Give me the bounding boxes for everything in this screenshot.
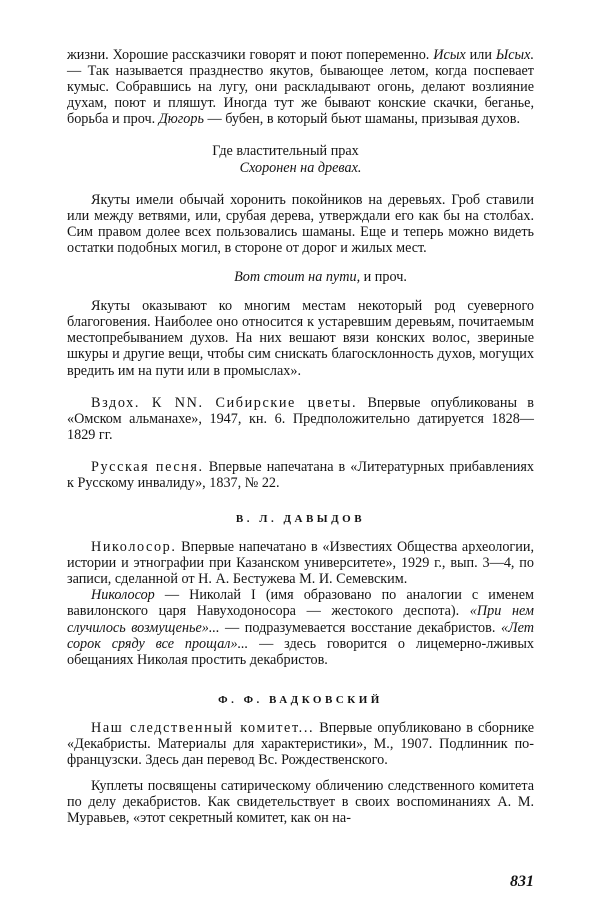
text: жизни. Хорошие рассказчики говорят и поют попеременно. — [67, 47, 434, 63]
term-ysyh: Ысых. — [495, 47, 534, 63]
author-heading: В. Л. ДАВЫДОВ — [235, 513, 366, 526]
note-text: Впервые напечатана в «Литературных прибавлениях к Русскому инвалиду», 1837, № 22. — [67, 458, 535, 491]
text: — бубен, в который бьют шаманы, призывая духов. — [203, 111, 520, 128]
paragraph-kuplety: Куплеты посвящены сатирическому обличению следственного комитета по делу декабристов. Как свидетельствует в своих воспоминаниях А. М. Муравьев, «этот секретный комитет, как он на- — [67, 778, 534, 827]
term-isyh: Исых — [433, 47, 466, 63]
note-title: Николосор. — [91, 539, 177, 556]
text: — здесь говорится о лицемерно-лживых обещаниях Николая простить декабристов. — [67, 635, 535, 668]
paragraph-reverence: Якуты оказывают ко многим местам некоторый род суеверного благоговения. Наиболее оно относится к устаревшим деревьям, почитаемым местопребыванием духов. На них вешают вязи конских волос, звериные шкуры и другие вещи, чтобы сим снискать благосклонность духов, могущих вредить им на пути или в промыслах». — [67, 298, 534, 379]
note-title: Вздох. К NN. Сибирские цветы. — [91, 394, 358, 411]
verse-quote — [67, 143, 534, 175]
paragraph-burial: Якуты имели обычай хоронить покойников на деревьях. Гроб ставили или между ветвями, или, срубая дерева, утверждали его как бы на столбах. Сим правом долее всех пользовались шаманы. Еще и теперь можно видеть остатки подобных могил, в стороне от дорог и жилых мест. — [67, 191, 534, 256]
paragraph-nikolosor-comment — [67, 587, 534, 667]
author-heading: Ф. Ф. ВАДКОВСКИЙ — [218, 693, 383, 706]
note-text: Впервые опубликованы в «Омском альманахе», 1947, кн. 6. Предположительно датируется 1828—1829 гг. — [67, 394, 534, 443]
term-dyugor: Дюгорь — [158, 111, 204, 128]
text: — Николай I (имя образовано по аналогии с именем вавилонского царя Навуходоносора — жестокого деспота). — [67, 587, 534, 620]
verse-line: Где властительный прах — [212, 143, 359, 160]
note-text: Впервые опубликовано в сборнике «Декабристы. Материалы для характеристики», М., 1907. Подлинник по-французски. Здесь дан перевод Вс. Рождественского. — [67, 719, 534, 768]
page-number: 831 — [510, 873, 534, 890]
citation-rest: и проч. — [360, 269, 407, 286]
note-title: Русская песня. — [91, 458, 204, 475]
text: — Так называется празднество якутов, бывающее летом, когда поспевает кумыс. Собравшись на лугу, они раскладывают огонь, делают возлияние духам, поют и пляшут. Иногда тут же бывают конские скачки, беганье, борьба и проч. — [67, 63, 534, 128]
verse-line: Схоронен на древах. — [239, 159, 362, 176]
note-vzdoh — [67, 395, 534, 443]
text: — подразумевается восстание декабристов. — [219, 619, 501, 636]
citation-line — [67, 269, 534, 285]
note-nikolosor — [67, 539, 534, 587]
note-title: Наш следственный комитет... — [91, 719, 315, 736]
term: Николосор — [91, 587, 155, 604]
quote: «При нем случилось возмущенье»... — [67, 603, 534, 636]
quote: «Лет сорок сряду все прощал»... — [67, 619, 534, 652]
citation-italic: Вот стоит на пути, — [234, 269, 361, 286]
note-text: Впервые напечатано в «Известиях Общества археологии, истории и этнографии при Казанском университете», 1929 г., вып. 3—4, по записи, сделанной от Н. А. Бестужева М. И. Семевским. — [67, 539, 534, 588]
paragraph-isyh — [67, 47, 534, 127]
note-russkaya-pesnya — [67, 459, 534, 491]
text: или — [465, 47, 496, 63]
note-komitet — [67, 720, 534, 768]
